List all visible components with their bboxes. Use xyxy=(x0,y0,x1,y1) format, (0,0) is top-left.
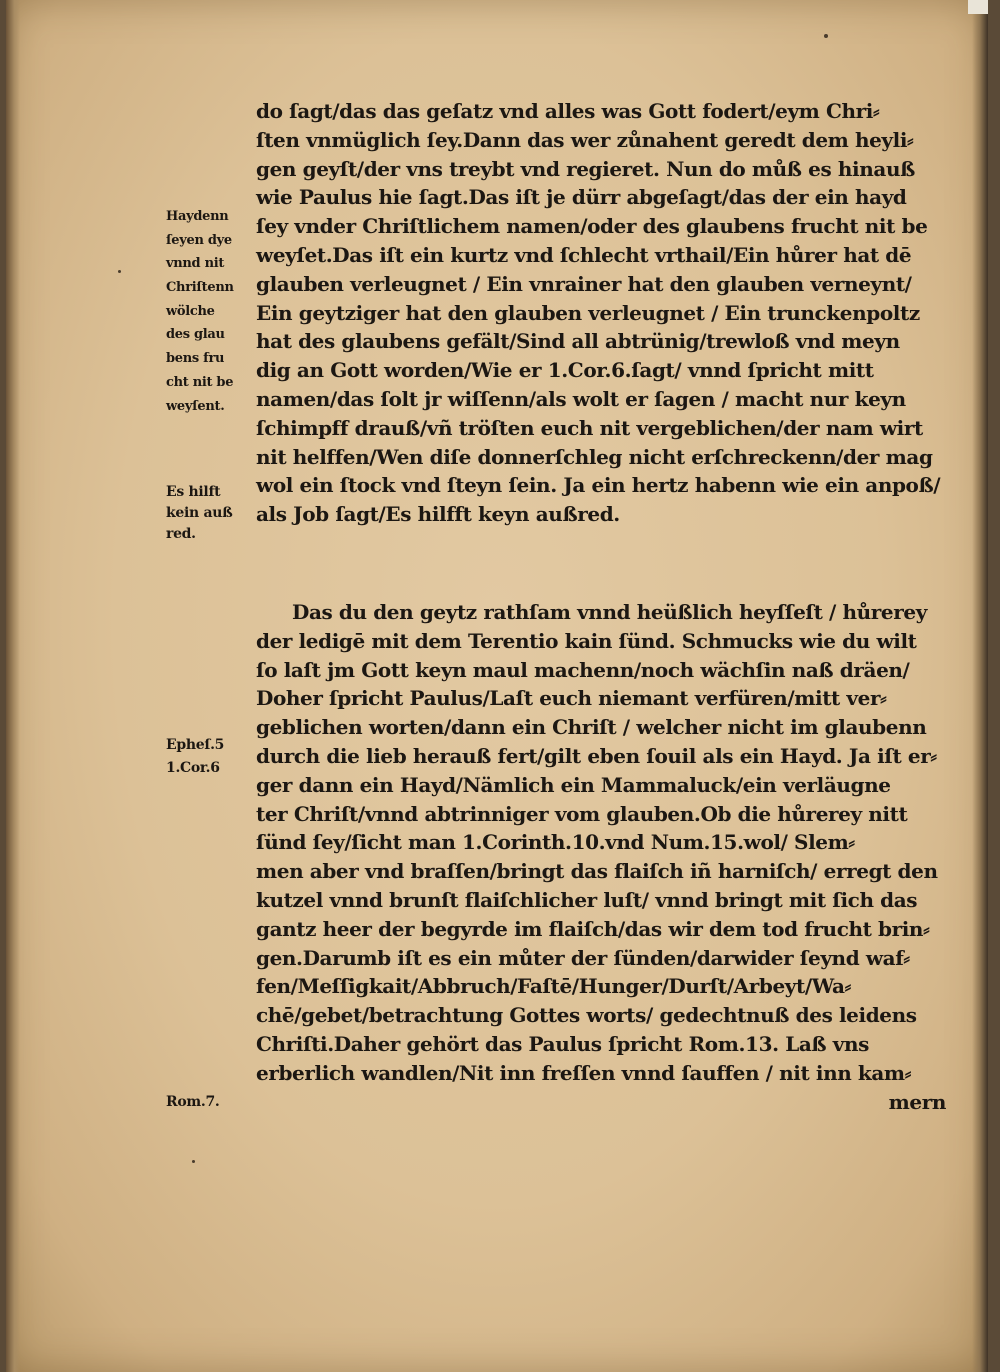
text-line: gantz heer der begyrde im flaiſch/das wir dem tod frucht brin⸗ xyxy=(256,916,930,941)
marginal-line: Epheſ.5 xyxy=(166,737,225,753)
marginal-line: Chriſtenn xyxy=(166,280,234,296)
marginal-line: kein auß xyxy=(166,505,233,521)
text-line: geblichen worten/dann ein Chriſt / welcher nicht im glaubenn xyxy=(256,715,927,740)
ink-speck xyxy=(824,34,828,38)
text-line: ſchimpff drauß/vñ tröſten euch nit vergeblichen/der nam wirt xyxy=(256,415,923,440)
marginal-line: cht nit be xyxy=(166,374,234,390)
marginal-line: des glau xyxy=(166,327,225,343)
text-line: ter Chriſt/vnnd abtrinniger vom glauben.Ob die hůrerey nitt xyxy=(256,801,908,826)
text-line: der ledigē mit dem Terentio kain ſünd. Schmucks wie du wilt xyxy=(256,628,917,653)
marginal-line: Rom.7. xyxy=(166,1094,220,1110)
marginal-note-2 xyxy=(166,482,258,545)
marginal-line: Haydenn xyxy=(166,209,229,224)
ink-speck xyxy=(118,270,121,273)
page-corner-tab xyxy=(968,0,988,14)
text-line: Doher ſpricht Paulus/Laſt euch niemant verfüren/mitt ver⸗ xyxy=(256,686,887,711)
text-line: ſünd ſey/ſicht man 1.Corinth.10.vnd Num.15.wol/ Slem⸗ xyxy=(256,830,855,855)
text-line: nit helffen/Wen diſe donnerſchleg nicht erſchreckenn/der mag xyxy=(256,444,933,469)
text-line: ſten vnmüglich ſey.Dann das wer zůnahent geredt dem heyli⸗ xyxy=(256,127,914,152)
marginal-line: Es hilft xyxy=(166,484,221,500)
catchword: mern xyxy=(888,1089,946,1114)
text-line: hat des glaubens gefält/Sind all abtrünig/trewloß vnd meyn xyxy=(256,329,900,354)
marginal-line: ſeyen dye xyxy=(166,232,232,248)
book-page xyxy=(6,0,988,1372)
text-line: ſey vnder Chriſtlichem namen/oder des glaubens frucht nit be xyxy=(256,214,928,239)
text-line: namen/das ſolt jr wiſſenn/als wolt er ſagen / macht nur keyn xyxy=(256,386,906,411)
text-line: Das du den geytz rathſam vnnd heüßlich heyſſeſt / hůrerey xyxy=(292,600,927,624)
marginal-line: weyſent. xyxy=(166,398,225,414)
paragraph-2 xyxy=(256,598,946,1116)
text-line: do ſagt/das das geſatz vnd alles was Gott fodert/eym Chri⸗ xyxy=(256,99,880,123)
text-line: Ein geytziger hat den glauben verleugnet / Ein trunckenpoltz xyxy=(256,300,920,325)
text-line: ſo laſt jm Gott keyn maul machenn/noch wächſin naß dräen/ xyxy=(256,657,910,682)
marginal-line: red. xyxy=(166,526,196,542)
text-line: gen geyſt/der vns treybt vnd regieret. Nun do můß es hinauß xyxy=(256,156,915,181)
text-line: wie Paulus hie ſagt.Das iſt je dürr abgeſagt/das der ein hayd xyxy=(256,185,907,210)
text-line: wol ein ſtock vnd ſteyn ſein. Ja ein hertz habenn wie ein anpoß/ xyxy=(256,473,941,498)
text-line: fen/Meſſigkait/Abbruch/Faſtē/Hunger/Durſt/Arbeyt/Wa⸗ xyxy=(256,974,851,999)
marginal-line: bens fru xyxy=(166,351,225,367)
marginal-note-4 xyxy=(166,1091,258,1113)
text-line: durch die lieb herauß fert/gilt eben ſouil als ein Hayd. Ja iſt er⸗ xyxy=(256,743,937,768)
text-line: chē/gebet/betrachtung Gottes worts/ gedechtnuß des leidens xyxy=(256,1003,917,1028)
marginal-note-1 xyxy=(166,205,258,418)
page-gutter-edge xyxy=(972,0,988,1372)
text-line: weyſet.Das iſt ein kurtz vnd ſchlecht vrthail/Ein hůrer hat dē xyxy=(256,242,912,267)
text-line: men aber vnd braſſen/bringt das flaiſch iñ harniſch/ erregt den xyxy=(256,859,938,884)
marginal-line: 1.Cor.6 xyxy=(166,760,220,776)
text-line: dig an Gott worden/Wie er 1.Cor.6.ſagt/ vnnd ſpricht mitt xyxy=(256,358,874,383)
marginal-note-3 xyxy=(166,734,258,780)
paragraph-1 xyxy=(256,97,946,529)
text-line: gen.Darumb iſt es ein můter der ſünden/darwider ſeynd waf⸗ xyxy=(256,945,910,970)
marginal-line: vnnd nit xyxy=(166,256,225,272)
text-line: erberlich wandlen/Nit inn freſſen vnnd ſauffen / nit inn kam⸗ xyxy=(256,1060,911,1085)
marginal-line: wölche xyxy=(166,303,215,319)
text-line: Chriſti.Daher gehört das Paulus ſpricht Rom.13. Laß vns xyxy=(256,1031,870,1056)
ink-speck xyxy=(192,1160,195,1163)
text-line: glauben verleugnet / Ein vnrainer hat den glauben verneynt/ xyxy=(256,271,912,296)
text-line: kutzel vnnd brunſt flaiſchlicher luſt/ vnnd bringt mit ſich das xyxy=(256,887,918,912)
text-line: als Job ſagt/Es hilfft keyn außred. xyxy=(256,502,620,527)
page-left-edge xyxy=(6,0,20,1372)
text-line: ger dann ein Hayd/Nämlich ein Mammaluck/ein verläugne xyxy=(256,772,891,797)
